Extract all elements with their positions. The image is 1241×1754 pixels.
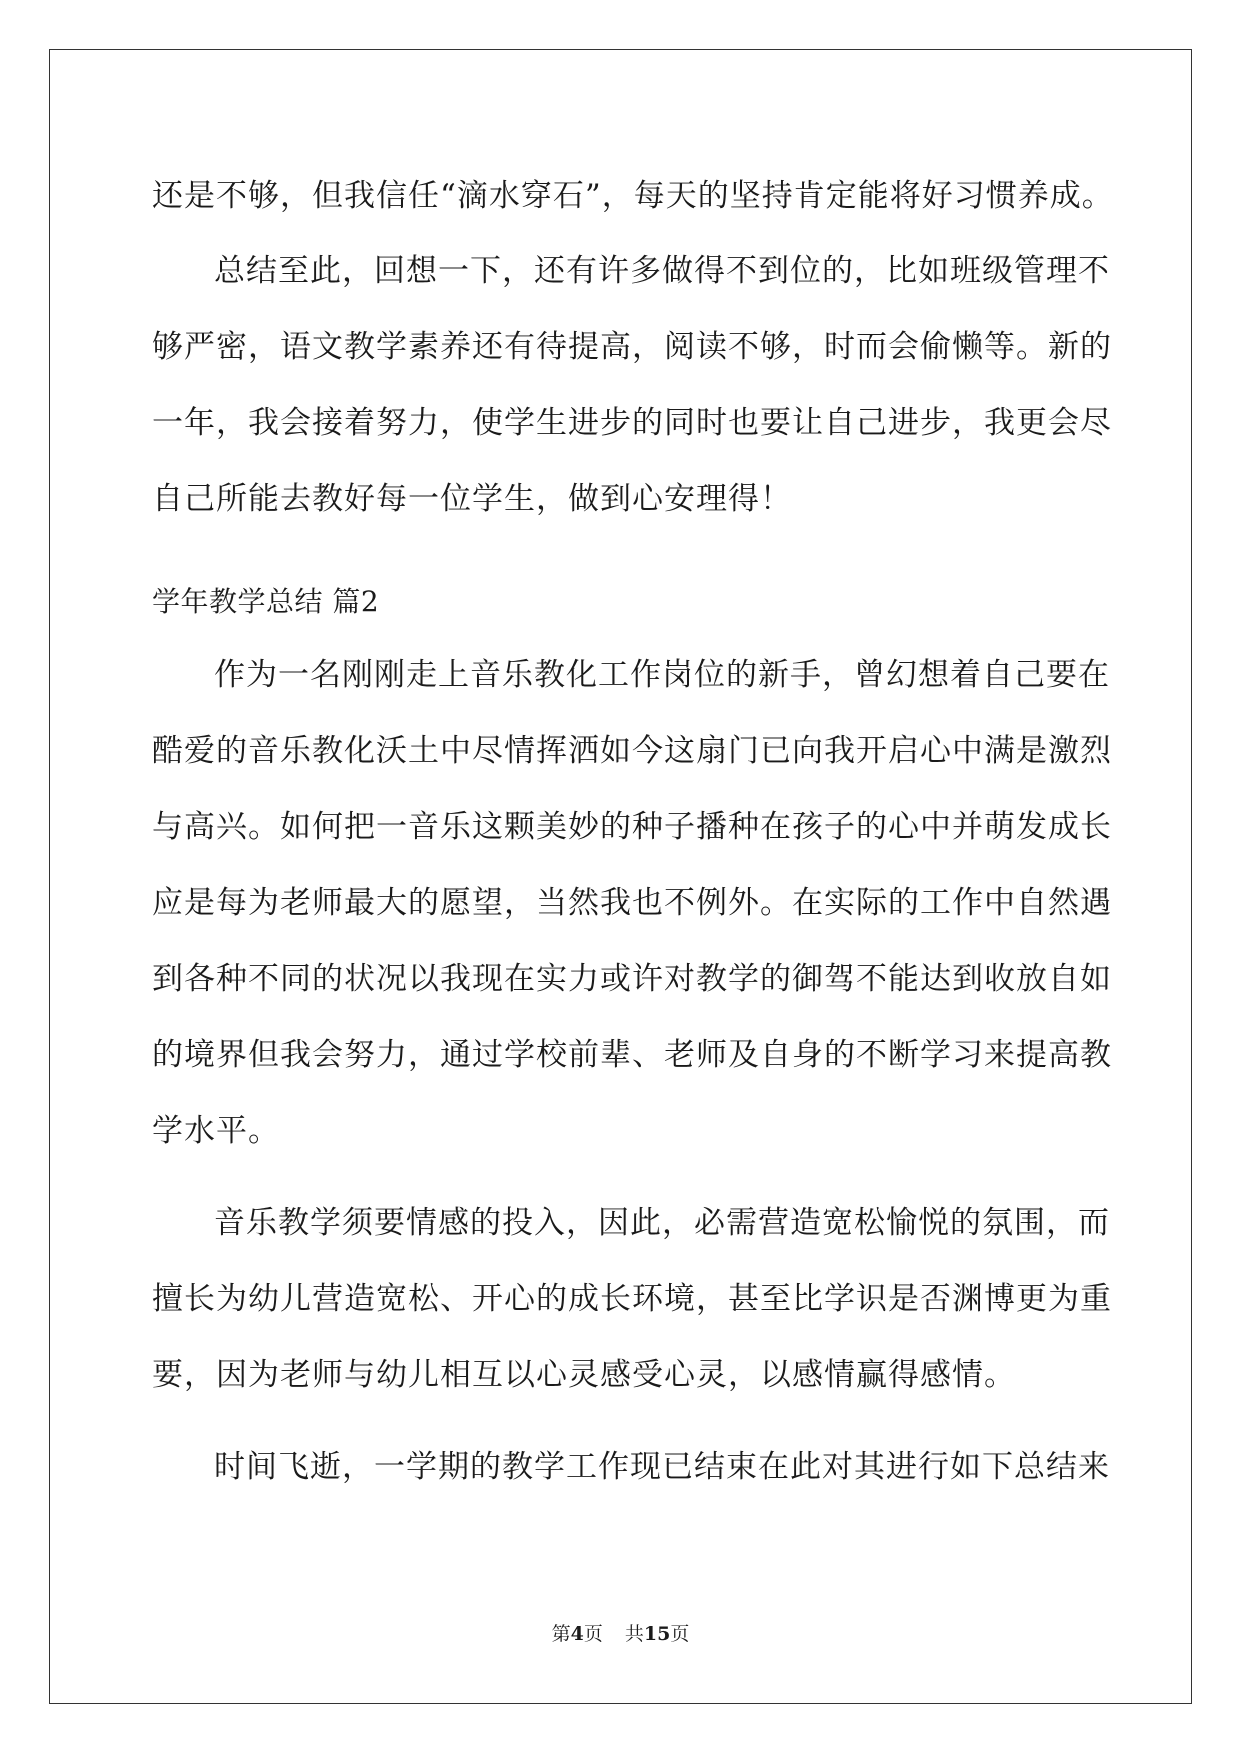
text-line: 到各种不同的状况以我现在实力或许对教学的御驾不能达到收放自如 <box>152 961 1112 997</box>
page-label-suffix: 页 <box>583 1623 603 1645</box>
total-label-suffix: 页 <box>670 1623 690 1645</box>
section-heading: 学年教学总结 篇2 <box>152 585 380 618</box>
text-line: 应是每为老师最大的愿望，当然我也不例外。在实际的工作中自然遇 <box>152 885 1112 921</box>
page-label-prefix: 第 <box>551 1623 571 1645</box>
text-line: 酷爱的音乐教化沃土中尽情挥洒如今这扇门已向我开启心中满是激烈 <box>152 733 1112 769</box>
text-line: 音乐教学须要情感的投入，因此，必需营造宽松愉悦的氛围，而 <box>214 1205 1110 1241</box>
page-footer <box>0 1622 1241 1646</box>
text-line: 总结至此，回想一下，还有许多做得不到位的，比如班级管理不 <box>214 253 1110 289</box>
text-line: 时间飞逝，一学期的教学工作现已结束在此对其进行如下总结来 <box>214 1449 1110 1485</box>
text-line: 够严密，语文教学素养还有待提高，阅读不够，时而会偷懒等。新的 <box>152 329 1112 365</box>
text-line: 一年，我会接着努力，使学生进步的同时也要让自己进步，我更会尽 <box>152 405 1112 441</box>
text-line: 要，因为老师与幼儿相互以心灵感受心灵，以感情赢得感情。 <box>152 1357 1016 1393</box>
text-line: 自己所能去教好每一位学生，做到心安理得！ <box>152 481 792 517</box>
text-line: 作为一名刚刚走上音乐教化工作岗位的新手，曾幻想着自己要在 <box>214 657 1110 693</box>
total-pages: 15 <box>643 1623 671 1645</box>
total-label-prefix: 共 <box>624 1623 644 1645</box>
text-line: 还是不够，但我信任“滴水穿石”，每天的坚持肯定能将好习惯养成。 <box>152 178 1114 214</box>
text-line: 与高兴。如何把一音乐这颗美妙的种子播种在孩子的心中并萌发成长 <box>152 809 1112 845</box>
text-line: 擅长为幼儿营造宽松、开心的成长环境，甚至比学识是否渊博更为重 <box>152 1281 1112 1317</box>
text-line: 学水平。 <box>152 1113 280 1149</box>
text-line: 的境界但我会努力，通过学校前辈、老师及自身的不断学习来提高教 <box>152 1037 1112 1073</box>
page-number: 4 <box>570 1623 584 1645</box>
